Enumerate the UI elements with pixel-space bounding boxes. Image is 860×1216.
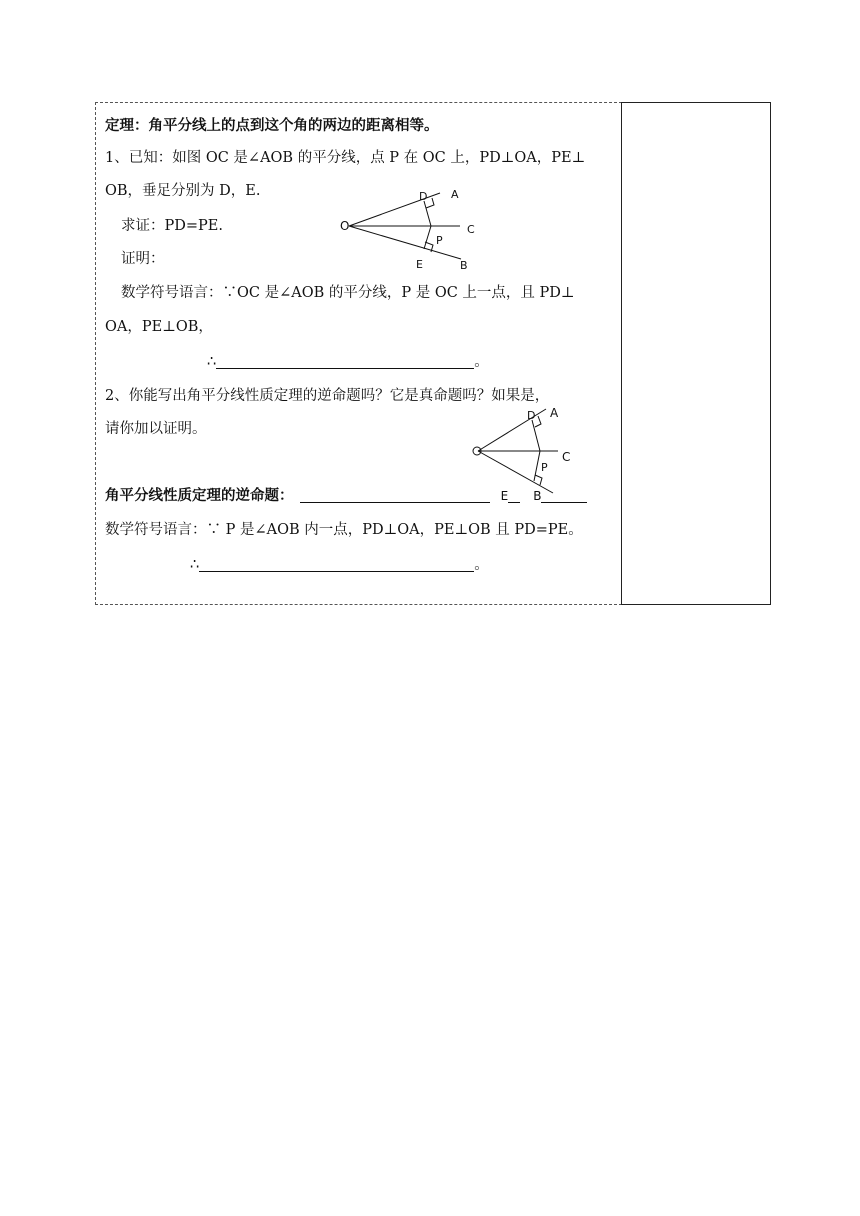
label-d: D <box>527 409 536 422</box>
problem2-symbolic-line: 数学符号语言：∵ P 是∠AOB 内一点，PD⊥OA，PE⊥OB 且 PD=PE。 <box>105 522 583 538</box>
angle-bisector-figure-1 <box>336 187 476 269</box>
problem1-prove: 求证：PD=PE. <box>121 218 223 234</box>
label-a: A <box>451 188 459 201</box>
worksheet-table <box>95 102 771 605</box>
problem2-question-line2: 请你加以证明。 <box>105 421 207 437</box>
label-d: D <box>419 190 428 203</box>
answer-blank-2[interactable] <box>300 488 490 503</box>
problem2-conclusion-line <box>190 555 489 575</box>
notes-cell[interactable] <box>621 102 771 605</box>
answer-blank-2c[interactable] <box>541 488 587 503</box>
therefore-symbol: ∴ <box>207 354 217 370</box>
end-mark: 。 <box>474 354 489 370</box>
right-angle-mark-d <box>535 416 541 427</box>
converse-label: 角平分线性质定理的逆命题： <box>105 488 294 504</box>
problem1-conclusion-line <box>207 352 489 372</box>
ray-oa <box>478 409 546 451</box>
problem2-question-line1: 2、你能写出角平分线性质定理的逆命题吗？它是真命题吗？如果是， <box>105 388 550 404</box>
problem1-known-line2: OB，垂足分别为 D，E. <box>105 183 261 199</box>
label-o: O <box>340 219 350 233</box>
segment-pd <box>424 201 431 226</box>
label-a: A <box>550 406 559 420</box>
segment-pe <box>424 226 431 249</box>
label-b: B <box>533 489 542 503</box>
answer-blank-1[interactable] <box>216 354 474 369</box>
ray-ob <box>349 226 461 259</box>
label-b: B <box>460 259 468 269</box>
right-angle-mark-e <box>425 242 433 252</box>
label-p: P <box>541 461 548 474</box>
problem1-symbolic-line2: OA，PE⊥OB， <box>105 319 213 335</box>
label-e: E <box>416 258 423 269</box>
theorem-statement: 定理：角平分线上的点到这个角的两边的距离相等。 <box>105 118 439 134</box>
problem1-symbolic-line1: 数学符号语言：∵OC 是∠AOB 的平分线，P 是 OC 上一点，且 PD⊥ <box>121 285 575 301</box>
label-c: C <box>467 223 475 236</box>
problem2-converse-line <box>105 486 587 506</box>
problem1-known-line1: 1、已知：如图 OC 是∠AOB 的平分线，点 P 在 OC 上，PD⊥OA，PE⊥ <box>105 150 586 166</box>
end-mark: 。 <box>474 557 489 573</box>
answer-blank-3[interactable] <box>199 557 474 572</box>
content-cell <box>95 102 622 605</box>
label-c: C <box>562 450 571 464</box>
therefore-symbol: ∴ <box>190 557 200 573</box>
problem1-proof-label: 证明： <box>121 251 165 267</box>
label-e: E <box>500 489 509 503</box>
answer-blank-2b[interactable] <box>508 488 520 503</box>
label-p: P <box>436 234 443 247</box>
